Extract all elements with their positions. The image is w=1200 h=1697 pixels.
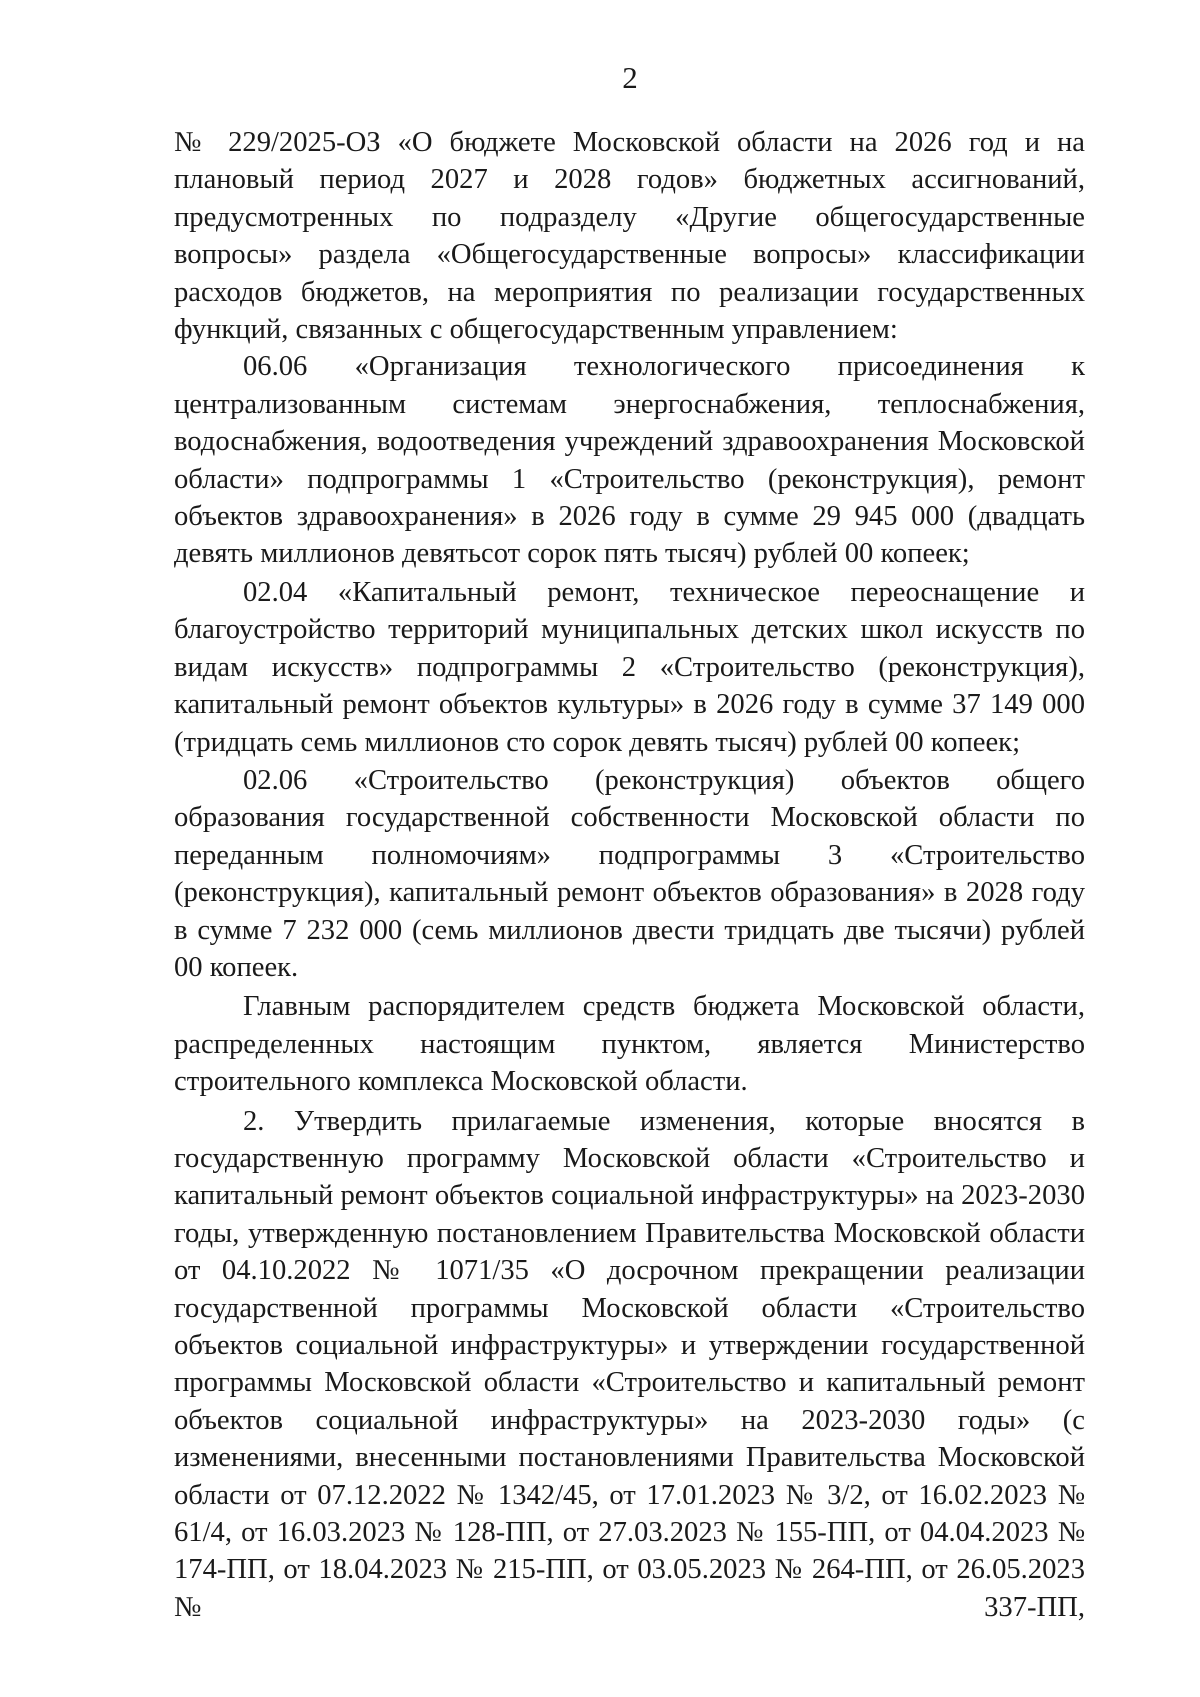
- page-number: 2: [622, 60, 638, 95]
- paragraph-main-administrator: Главным распорядителем средств бюджета Московской области, распределенных настоящим пунктом, является Министерство строительного комплекса Московской области.: [174, 991, 1085, 1098]
- paragraph-continuation: № 229/2025-ОЗ «О бюджете Московской области на 2026 год и на плановый период 2027 и 2028 годов» бюджетных ассигнований, предусмотренных по подразделу «Другие общегосударственные вопросы» раздела «Общегосударственные вопросы» классификации расходов бюджетов, на мероприятия по реализации государственных функций, связанных с общегосударственным управлением:: [174, 127, 1085, 346]
- paragraph-item-02-06: 02.06 «Строительство (реконструкция) объектов общего образования государственной собственности Московской области по переданным полномочиям» подпрограммы 3 «Строительство (реконструкция), капитальный ремонт объектов образования» в 2028 году в сумме 7 232 000 (семь миллионов двести тридцать две тысячи) рублей 00 копеек.: [174, 764, 1085, 983]
- document-body: [174, 124, 1085, 1626]
- paragraph-item-02-04: 02.04 «Капитальный ремонт, техническое переоснащение и благоустройство территорий муниципальных детских школ искусств по видам искусств» подпрограммы 2 «Строительство (реконструкция), капитальный ремонт объектов культуры» в 2026 году в сумме 37 149 000 (тридцать семь миллионов сто сорок девять тысяч) рублей 00 копеек;: [174, 576, 1085, 758]
- paragraph-point-2: 2. Утвердить прилагаемые изменения, которые вносятся в государственную программу Московской области «Строительство и капитальный ремонт объектов социальной инфраструктуры» на 2023-2030 годы, утвержденную постановлением Правительства Московской области от 04.10.2022 № 1071/35 «О досрочном прекращении реализации государственной программы Московской области «Строительство объектов социальной инфраструктуры» и утверждении государственной программы Московской области «Строительство и капитальный ремонт объектов социальной инфраструктуры» на 2023-2030 годы» (с изменениями, внесенными постановлениями Правительства Московской области от 07.12.2022 № 1342/45, от 17.01.2023 № 3/2, от 16.02.2023 № 61/4, от 16.03.2023 № 128-ПП, от 27.03.2023 № 155-ПП, от 04.04.2023 № 174-ПП, от 18.04.2023 № 215-ПП, от 03.05.2023 № 264-ПП, от 26.05.2023 № 337-ПП,: [174, 1105, 1085, 1623]
- paragraph-item-06-06: 06.06 «Организация технологического присоединения к централизованным системам энергоснабжения, теплоснабжения, водоснабжения, водоотведения учреждений здравоохранения Московской области» подпрограммы 1 «Строительство (реконструкция), ремонт объектов здравоохранения» в 2026 году в сумме 29 945 000 (двадцать девять миллионов девятьсот сорок пять тысяч) рублей 00 копеек;: [174, 351, 1085, 570]
